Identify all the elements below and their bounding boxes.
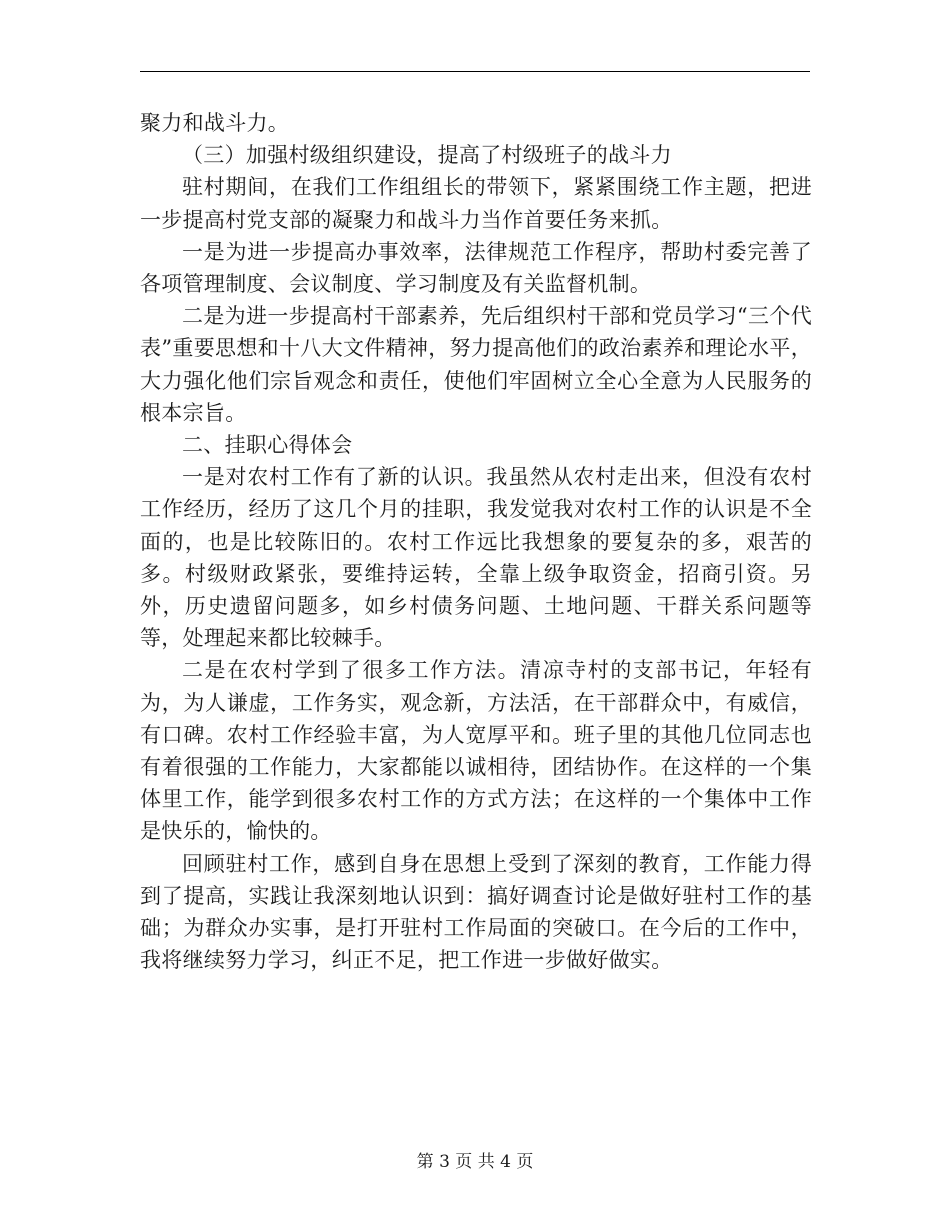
paragraph: 一是为进一步提高办事效率，法律规范工作程序，帮助村委完善了各项管理制度、会议制度、学习制度及有关监督机制。 [140, 239, 812, 297]
document-body [140, 107, 812, 976]
paragraph: 二是为进一步提高村干部素养，先后组织村干部和党员学习“三个代表”重要思想和十八大文件精神，努力提高他们的政治素养和理论水平，大力强化他们宗旨观念和责任，使他们牢固树立全心全意为人民服务的根本宗旨。 [140, 304, 812, 425]
section-heading: （三）加强村级组织建设，提高了村级班子的战斗力 [182, 143, 672, 168]
page-number-footer: 第 3 页 共 4 页 [416, 1152, 534, 1172]
paragraph: 二是在农村学到了很多工作方法。清凉寺村的支部书记，年轻有为，为人谦虚，工作务实，观念新，方法活，在干部群众中，有威信，有口碑。农村工作经验丰富，为人宽厚平和。班子里的其他几位同志也有着很强的工作能力，大家都能以诚相待，团结协作。在这样的一个集体里工作，能学到很多农村工作的方式方法；在这样的一个集体中工作是快乐的，愉快的。 [140, 658, 812, 844]
paragraph: 驻村期间，在我们工作组组长的带领下，紧紧围绕工作主题，把进一步提高村党支部的凝聚力和战斗力当作首要任务来抓。 [140, 175, 812, 232]
paragraph: 聚力和战斗力。 [140, 111, 290, 135]
header-rule [140, 71, 810, 72]
paragraph: 回顾驻村工作，感到自身在思想上受到了深刻的教育，工作能力得到了提高，实践让我深刻地认识到：搞好调查讨论是做好驻村工作的基础；为群众办实事，是打开驻村工作局面的突破口。在今后的工作中，我将继续努力学习，纠正不足，把工作进一步做好做实。 [140, 851, 812, 973]
paragraph: 一是对农村工作有了新的认识。我虽然从农村走出来，但没有农村工作经历，经历了这几个月的挂职，我发觉我对农村工作的认识是不全面的，也是比较陈旧的。农村工作远比我想象的要复杂的多，艰苦的多。村级财政紧张，要维持运转，全靠上级争取资金，招商引资。另外，历史遗留问题多，如乡村债务问题、土地问题、干群关系问题等等，处理起来都比较棘手。 [140, 465, 812, 651]
section-heading: 二、挂职心得体会 [182, 433, 353, 458]
